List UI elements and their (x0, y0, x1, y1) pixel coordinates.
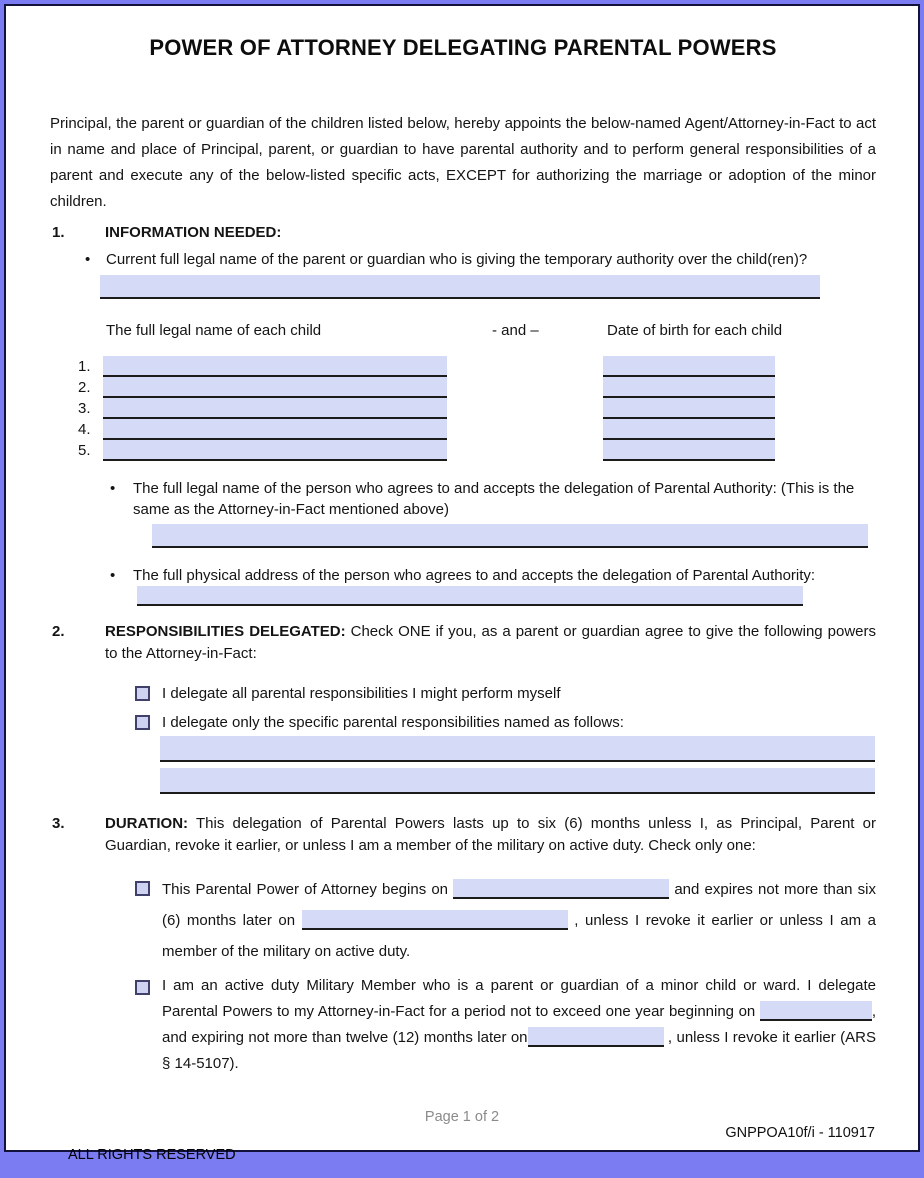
section-3-heading (52, 813, 876, 857)
document-content (6, 34, 918, 1178)
intro-paragraph: Principal, the parent or guardian of the children listed below, hereby appoints the below-named Agent/Attorney-in-Fact to act in name and place of Principal, parent, or guardian to have parental authority and to perform general responsibilities of a parent and execute any of the below-listed specific acts, EXCEPT for authorizing the marriage or adoption of the minor children. (50, 115, 876, 210)
standard-duration-text (162, 874, 876, 967)
option-standard-duration (135, 874, 876, 967)
delegate-all-checkbox[interactable] (135, 686, 150, 701)
row-spacer (447, 440, 603, 461)
section-3-instructions: This delegation of Parental Powers lasts up to six (6) months unless I, as Principal, Parent or Guardian, revoke it earlier, or unless I am a member of the military on active duty. Check only one: (105, 815, 876, 854)
section-2-heading (52, 621, 876, 665)
military-duration-seg3: , unless I revoke it earlier (ARS § 14-5107). (162, 1029, 876, 1072)
section-3-number: 3. (52, 815, 65, 832)
document-page (4, 4, 920, 1163)
row-spacer (447, 419, 603, 440)
bullet-icon: • (110, 567, 116, 584)
delegate-specific-label: I delegate only the specific parental responsibilities named as follows: (162, 714, 624, 731)
row-spacer (447, 398, 603, 419)
rights-reserved-notice: ALL RIGHTS RESERVED (68, 1147, 236, 1163)
child-5-name-field[interactable] (103, 440, 447, 461)
standard-duration-seg1: This Parental Power of Attorney begins on (162, 881, 454, 898)
row-spacer (447, 356, 603, 377)
children-table-headers (50, 320, 876, 338)
column-header-dob: Date of birth for each child (607, 322, 783, 339)
row-number: 4. (78, 421, 91, 438)
child-5-dob-field[interactable] (603, 440, 775, 461)
bullet-agent-address-text (133, 565, 876, 607)
agent-name-field[interactable] (152, 524, 868, 548)
table-row (78, 419, 876, 440)
bullet-agent-name (110, 478, 876, 520)
section-1-number: 1. (52, 224, 65, 241)
section-2-number: 2. (52, 623, 65, 640)
table-row (78, 377, 876, 398)
child-2-name-field[interactable] (103, 377, 447, 398)
standard-duration-seg3: , unless I revoke it earlier or unless I am a member of the military on active duty. (162, 912, 876, 960)
poa-begin-date-field[interactable] (453, 879, 669, 899)
section-3-text (105, 813, 876, 857)
row-number: 2. (78, 379, 91, 396)
row-number: 5. (78, 442, 91, 459)
form-title: POWER OF ATTORNEY DELEGATING PARENTAL POWERS (149, 35, 777, 60)
agent-address-line: The full physical address of the person who agrees to and accepts the delegation of Parental (133, 567, 749, 584)
agent-address-label: Authority: (751, 567, 816, 584)
option-military-duration (135, 973, 876, 1077)
specific-responsibilities-field-2[interactable] (160, 768, 875, 794)
section-1-title: INFORMATION NEEDED: (105, 224, 282, 241)
section-2-text (105, 621, 876, 665)
military-duration-seg2: , and expiring not more than twelve (12) months later on (162, 1003, 876, 1046)
column-header-child-name: The full legal name of each child (106, 322, 322, 339)
bullet-agent-address (110, 565, 876, 607)
option-delegate-all (135, 684, 876, 703)
section-2-title: RESPONSIBILITIES DELEGATED: (105, 623, 346, 640)
standard-duration-seg2: and expires not more than six (6) months later on (162, 881, 876, 929)
bullet-parent-name (85, 249, 876, 270)
delegate-all-label: I delegate all parental responsibilities I might perform myself (162, 685, 561, 702)
bullet-agent-name-text: The full legal name of the person who agrees to and accepts the delegation of Parental Authority: (This is the same as the Attorney-in-Fact mentioned above) (133, 480, 855, 518)
section-3-title: DURATION: (105, 815, 189, 832)
table-row (78, 356, 876, 377)
row-spacer (447, 377, 603, 398)
delegate-specific-checkbox[interactable] (135, 715, 150, 730)
child-3-name-field[interactable] (103, 398, 447, 419)
child-1-name-field[interactable] (103, 356, 447, 377)
agent-address-field[interactable] (137, 586, 803, 606)
military-begin-date-field[interactable] (760, 1001, 872, 1021)
military-duration-seg1: I am an active duty Military Member who is a parent or guardian of a minor child or ward. I delegate Parental Powers to my Attorney-in-Fact for a period not to exceed one year beginning on (162, 977, 876, 1020)
child-1-dob-field[interactable] (603, 356, 775, 377)
specific-responsibilities-field-1[interactable] (160, 736, 875, 762)
section-2-instructions: Check ONE if you, as a parent or guardian agree to give the following powers to the Attorney-in-Fact: (105, 623, 876, 662)
children-list (78, 356, 876, 461)
bullet-icon: • (110, 480, 116, 497)
child-3-dob-field[interactable] (603, 398, 775, 419)
column-header-and: - and – (492, 322, 539, 339)
section-1-heading (52, 222, 876, 244)
poa-expire-date-field[interactable] (302, 910, 568, 930)
standard-duration-checkbox[interactable] (135, 881, 150, 896)
table-row (78, 440, 876, 461)
option-delegate-specific (135, 713, 876, 732)
page-number: Page 1 of 2 (424, 1109, 500, 1125)
principal-name-field[interactable] (100, 275, 820, 299)
child-4-dob-field[interactable] (603, 419, 775, 440)
bullet-icon: • (85, 251, 91, 268)
child-4-name-field[interactable] (103, 419, 447, 440)
document-code: GNPPOA10f/i - 110917 (725, 1125, 875, 1141)
row-number: 3. (78, 400, 91, 417)
child-2-dob-field[interactable] (603, 377, 775, 398)
military-duration-checkbox[interactable] (135, 980, 150, 995)
military-duration-text (162, 973, 876, 1077)
row-number: 1. (78, 358, 91, 375)
table-row (78, 398, 876, 419)
bullet-parent-name-text: Current full legal name of the parent or guardian who is giving the temporary authority over the child(ren)? (106, 251, 808, 268)
military-expire-date-field[interactable] (528, 1027, 664, 1047)
